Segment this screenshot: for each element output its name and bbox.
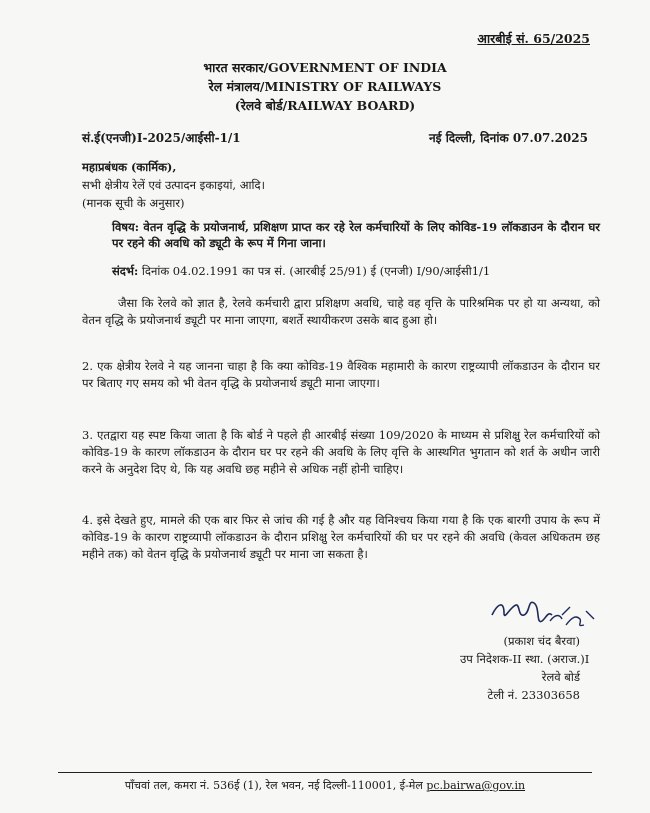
- rbe-number: आरबीई सं. 65/2025: [477, 31, 590, 46]
- addressee-line-1: महाप्रबंधक (कार्मिक),: [82, 160, 177, 174]
- signatory-name: (प्रकाश चंद बैरवा): [503, 634, 580, 648]
- reference-number: सं.ई(एनजी)I-2025/आईसी-1/1: [82, 131, 241, 145]
- reference-line: [112, 263, 490, 279]
- paragraph-intro: जैसा कि रेलवे को ज्ञात है, रेलवे कर्मचारी द्वारा प्रशिक्षण अवधि, चाहे वह वृत्ति के पारिश्रमिक पर हो या अन्यथा, को वेतन वृद्धि के प्रयोजनार्थ ड्यूटी पर माना जाएगा, बशर्ते स्थायीकरण उसके बाद हुआ हो।: [82, 296, 600, 327]
- paragraph-4: 4. इसे देखते हुए, मामले की एक बार फिर से जांच की गई है और यह विनिश्चय किया गया है कि एक बारगी उपाय के रूप में कोविड-19 के कारण राष्ट्रव्यापी लॉकडाउन के दौरान प्रशिक्षु रेल कर्मचारियों की घर पर रहने की अवधि (केवल अधिकतम छह महीने तक) को वेतन वृद्धि के प्रयोजनार्थ ड्यूटी पर माना जा सकता है।: [82, 513, 600, 561]
- ministry-heading: रेल मंत्रालय/MINISTRY OF RAILWAYS: [208, 79, 442, 94]
- place-date: नई दिल्ली, दिनांक 07.07.2025: [428, 131, 588, 145]
- subject-line: विषय: वेतन वृद्धि के प्रयोजनार्थ, प्रशिक्षण प्राप्त कर रहे रेल कर्मचारियों के लिए कोविड-19 लॉकडाउन के दौरान घर पर रहने की अवधि को ड्यूटी के रूप में गिना जाना।: [112, 220, 600, 250]
- signatory-phone: टेली नं. 23303658: [487, 688, 580, 702]
- paragraph-3: 3. एतद्वारा यह स्पष्ट किया जाता है कि बोर्ड ने पहले ही आरबीई संख्या 109/2020 के माध्यम से प्रशिक्षु रेल कर्मचारियों को कोविड-19 के कारण लॉकडाउन के दौरान घर पर रहने की अवधि के लिए वृत्ति के आस्थगित भुगतान को शर्त के अधीन जारी करने के अनुदेश दिए थे, कि यह अवधि छह महीने से अधिक नहीं होनी चाहिए।: [82, 428, 600, 476]
- footer-address-text: पाँचवां तल, कमरा नं. 536ई (1), रेल भवन, नई दिल्ली-110001, ई-मेल: [124, 779, 427, 792]
- signatory-block: [460, 632, 590, 704]
- addressee-block: [82, 158, 265, 212]
- govt-heading: भारत सरकार/GOVERNMENT OF INDIA: [203, 60, 447, 75]
- board-heading: (रेलवे बोर्ड/RAILWAY BOARD): [234, 98, 416, 113]
- reference-label: संदर्भ:: [112, 264, 139, 278]
- footer-divider: [58, 772, 592, 773]
- reference-text: दिनांक 04.02.1991 का पत्र सं. (आरबीई 25/91) ई (एनजी) I/90/आईसी1/1: [141, 264, 491, 278]
- signatory-office: रेलवे बोर्ड: [541, 670, 580, 684]
- paragraph-2: 2. एक क्षेत्रीय रेलवे ने यह जानना चाहा है कि क्या कोविड-19 वैश्विक महामारी के कारण राष्ट्रव्यापी लॉकडाउन के दौरान घर पर बिताए गए समय को भी वेतन वृद्धि के प्रयोजनार्थ ड्यूटी माना जाएगा।: [82, 359, 600, 390]
- footer-address: [0, 778, 650, 793]
- signatory-designation: उप निदेशक-II स्था. (अराज.)I: [460, 652, 590, 666]
- addressee-line-2: सभी क्षेत्रीय रेलें एवं उत्पादन इकाइयां, आदि।: [82, 178, 265, 192]
- footer-email-link[interactable]: pc.bairwa@gov.in: [426, 779, 526, 792]
- addressee-line-3: (मानक सूची के अनुसार): [82, 196, 185, 210]
